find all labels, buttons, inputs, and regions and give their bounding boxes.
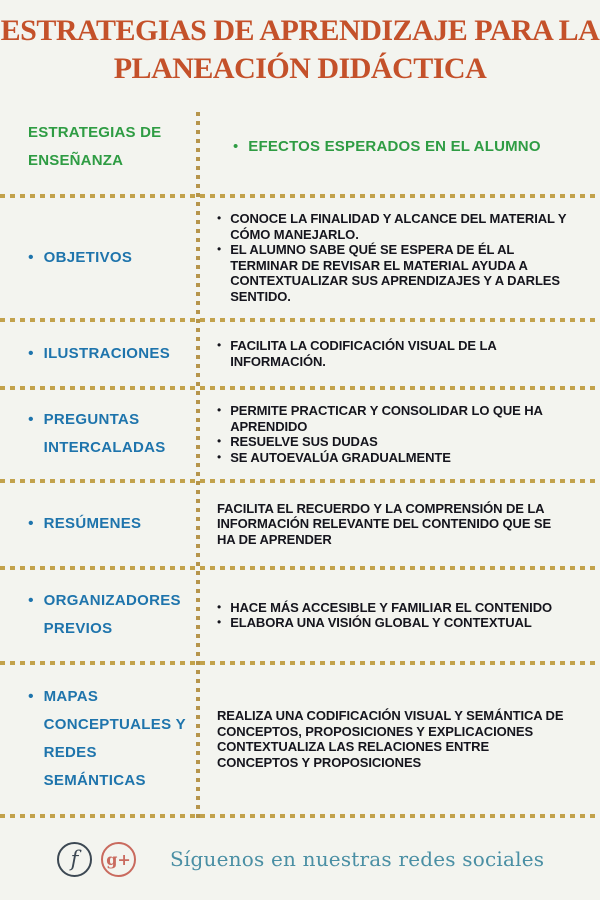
- effect-text: FACILITA EL RECUERDO Y LA COMPRENSIÓN DE LA INFORMACIÓN RELEVANTE DEL CONTENIDO QUE SE HA DE APRENDER: [217, 500, 552, 547]
- effects-list: [217, 600, 574, 631]
- footer-message: Síguenos en nuestras redes sociales: [170, 847, 545, 871]
- table-row: [0, 483, 600, 565]
- google-plus-icon[interactable]: g+: [101, 842, 136, 877]
- bullet-icon: •: [217, 599, 222, 614]
- footer-social-bar: [0, 818, 600, 900]
- page-title-line-2: PLANEACIÓN DIDÁCTICA: [113, 52, 487, 85]
- strategy-label: MAPAS CONCEPTUALES Y REDES SEMÁNTICAS: [43, 688, 186, 789]
- bullet-icon: •: [28, 248, 34, 266]
- effects-cell: [197, 198, 600, 317]
- effect-text: REALIZA UNA CODIFICACIÓN VISUAL Y SEMÁNTICA DE CONCEPTOS, PROPOSICIONES Y EXPLICACIONES CONTEXTUALIZA LAS RELACIONES ENTRE CONCEPTOS Y PROPOSICIONES: [217, 708, 564, 770]
- effect-text: CONOCE LA FINALIDAD Y ALCANCE DEL MATERIAL Y CÓMO MANEJARLO.: [230, 211, 567, 242]
- effects-cell: [197, 322, 600, 385]
- effects-cell: [197, 483, 600, 565]
- bullet-icon: •: [28, 411, 34, 428]
- effect-text: EL ALUMNO SABE QUÉ SE ESPERA DE ÉL AL TERMINAR DE REVISAR EL MATERIAL AYUDA A CONTEXTUALIZAR SUS APRENDIZAJES Y A DARLES SENTIDO.: [230, 242, 560, 304]
- header-strategies-label: ESTRATEGIAS DE ENSEÑANZA: [28, 123, 162, 169]
- table-row: [0, 570, 600, 660]
- header-effects-cell: [197, 100, 600, 193]
- effect-text: SE AUTOEVALÚA GRADUALMENTE: [230, 449, 451, 465]
- strategy-cell: [0, 198, 197, 317]
- strategy-cell: [0, 483, 197, 565]
- strategy-label: ILUSTRACIONES: [43, 344, 171, 362]
- bullet-icon: •: [28, 592, 34, 609]
- effect-item: [217, 615, 574, 631]
- effect-item: [217, 242, 574, 304]
- effects-list: [217, 501, 574, 548]
- page-title-line-1: ESTRATEGIAS DE APRENDIZAJE PARA LA: [0, 14, 600, 47]
- effect-item: [217, 600, 574, 616]
- bullet-icon: •: [217, 434, 222, 448]
- header-strategies-cell: [0, 100, 197, 193]
- effects-list: [217, 708, 574, 770]
- effects-list: [217, 211, 574, 304]
- effects-cell: [197, 570, 600, 660]
- strategy-cell: [0, 390, 197, 478]
- strategy-cell: [0, 665, 197, 813]
- bullet-icon: •: [217, 449, 222, 464]
- effect-text: RESUELVE SUS DUDAS: [230, 434, 378, 449]
- page-title: [0, 0, 600, 100]
- effects-list: [217, 403, 574, 465]
- effect-item: [217, 450, 574, 466]
- effect-item: [217, 501, 574, 548]
- bullet-icon: •: [28, 515, 34, 532]
- bullet-icon: •: [217, 242, 222, 256]
- bullet-icon: •: [217, 615, 222, 629]
- effect-item: [217, 708, 574, 770]
- facebook-icon[interactable]: f: [57, 842, 92, 877]
- bullet-icon: •: [217, 338, 222, 352]
- effects-cell: [197, 665, 600, 813]
- bullet-icon: •: [233, 138, 239, 155]
- column-divider: [196, 112, 200, 818]
- table-row: [0, 322, 600, 385]
- header-effects-label: EFECTOS ESPERADOS EN EL ALUMNO: [248, 138, 541, 155]
- strategy-cell: [0, 322, 197, 385]
- table-row: [0, 198, 600, 317]
- effect-text: HACE MÁS ACCESIBLE Y FAMILIAR EL CONTENIDO: [230, 599, 552, 615]
- table-row: [0, 665, 600, 813]
- effects-cell: [197, 390, 600, 478]
- bullet-icon: •: [217, 211, 222, 225]
- bullet-icon: •: [28, 344, 34, 362]
- strategy-cell: [0, 570, 197, 660]
- effect-text: FACILITA LA CODIFICACIÓN VISUAL DE LA INFORMACIÓN.: [230, 338, 497, 369]
- effect-text: ELABORA UNA VISIÓN GLOBAL Y CONTEXTUAL: [230, 615, 532, 630]
- effect-item: [217, 338, 574, 369]
- strategy-label: RESÚMENES: [43, 515, 142, 532]
- effects-list: [217, 338, 574, 369]
- effect-item: [217, 434, 574, 450]
- strategies-table: [0, 100, 600, 818]
- table-row: [0, 390, 600, 478]
- bullet-icon: •: [28, 688, 34, 705]
- strategy-label: ORGANIZADORES PREVIOS: [43, 592, 181, 637]
- strategy-label: OBJETIVOS: [43, 248, 133, 266]
- effect-item: [217, 211, 574, 242]
- table-header-row: [0, 100, 600, 193]
- effect-text: PERMITE PRACTICAR Y CONSOLIDAR LO QUE HA APRENDIDO: [230, 403, 543, 434]
- bullet-icon: •: [217, 403, 222, 417]
- strategy-label: PREGUNTAS INTERCALADAS: [43, 411, 166, 456]
- effect-item: [217, 403, 574, 434]
